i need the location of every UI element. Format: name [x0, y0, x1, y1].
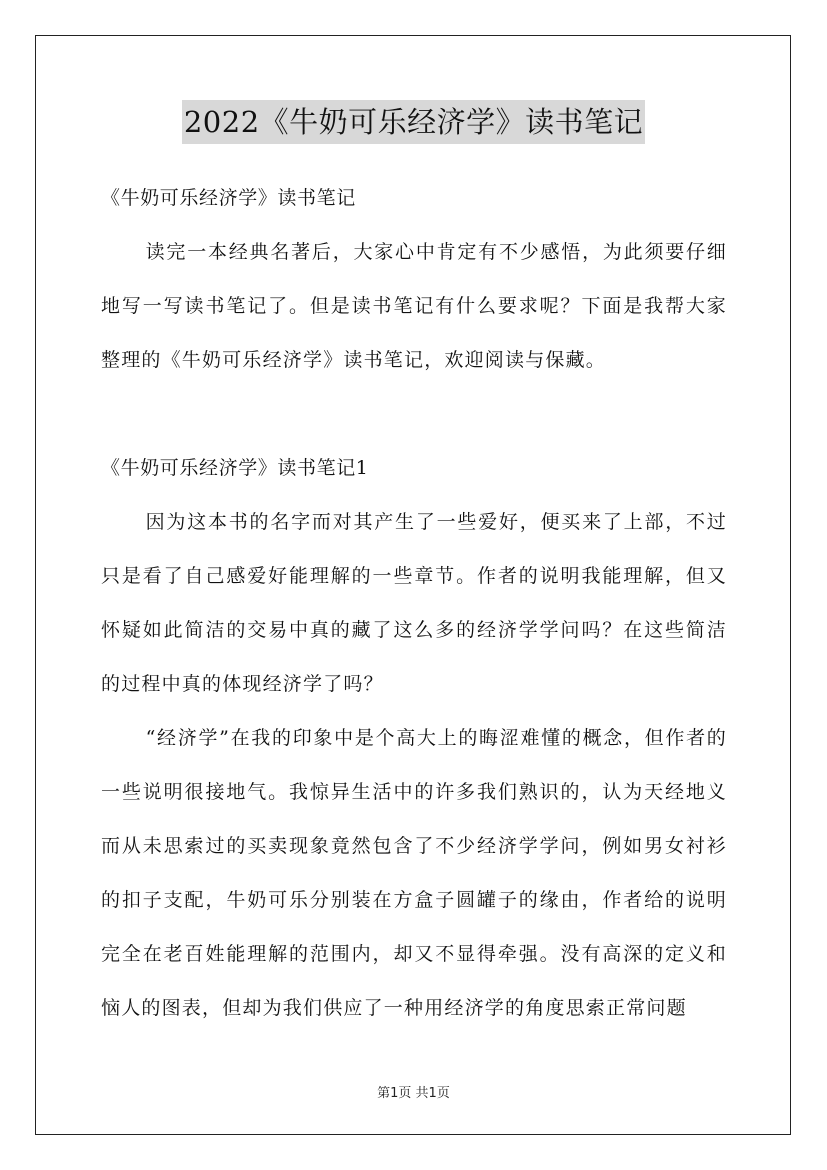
document-body [101, 171, 727, 1035]
document-title: 2022《牛奶可乐经济学》读书笔记 [182, 100, 645, 144]
page-number-footer: 第1页 共1页 [377, 1086, 450, 1101]
body-paragraph-2: “经济学”在我的印象中是个高大上的晦涩难懂的概念，但作者的一些说明很接地气。我惊异生活中的许多我们熟识的，认为天经地义而从未思索过的买卖现象竟然包含了不少经济学学问，例如男女衬衫的扣子支配，牛奶可乐分别装在方盒子圆罐子的缘由，作者给的说明完全在老百姓能理解的范围内，却又不显得牵强。没有高深的定义和恼人的图表，但却为我们供应了一种用经济学的角度思索正常问题 [101, 727, 727, 1019]
body-paragraph-1: 因为这本书的名字而对其产生了一些爱好，便买来了上部，不过只是看了自己感爱好能理解的一些章节。作者的说明我能理解，但又怀疑如此简洁的交易中真的藏了这么多的经济学学问吗？在这些简洁的过程中真的体现经济学了吗？ [101, 511, 727, 695]
intro-heading: 《牛奶可乐经济学》读书笔记 [101, 187, 356, 209]
title-container [0, 100, 827, 144]
blank-line [101, 387, 727, 441]
section-heading: 《牛奶可乐经济学》读书笔记1 [101, 457, 369, 479]
intro-paragraph: 读完一本经典名著后，大家心中肯定有不少感悟，为此须要仔细地写一写读书笔记了。但是读书笔记有什么要求呢？下面是我帮大家整理的《牛奶可乐经济学》读书笔记，欢迎阅读与保藏。 [101, 241, 727, 371]
